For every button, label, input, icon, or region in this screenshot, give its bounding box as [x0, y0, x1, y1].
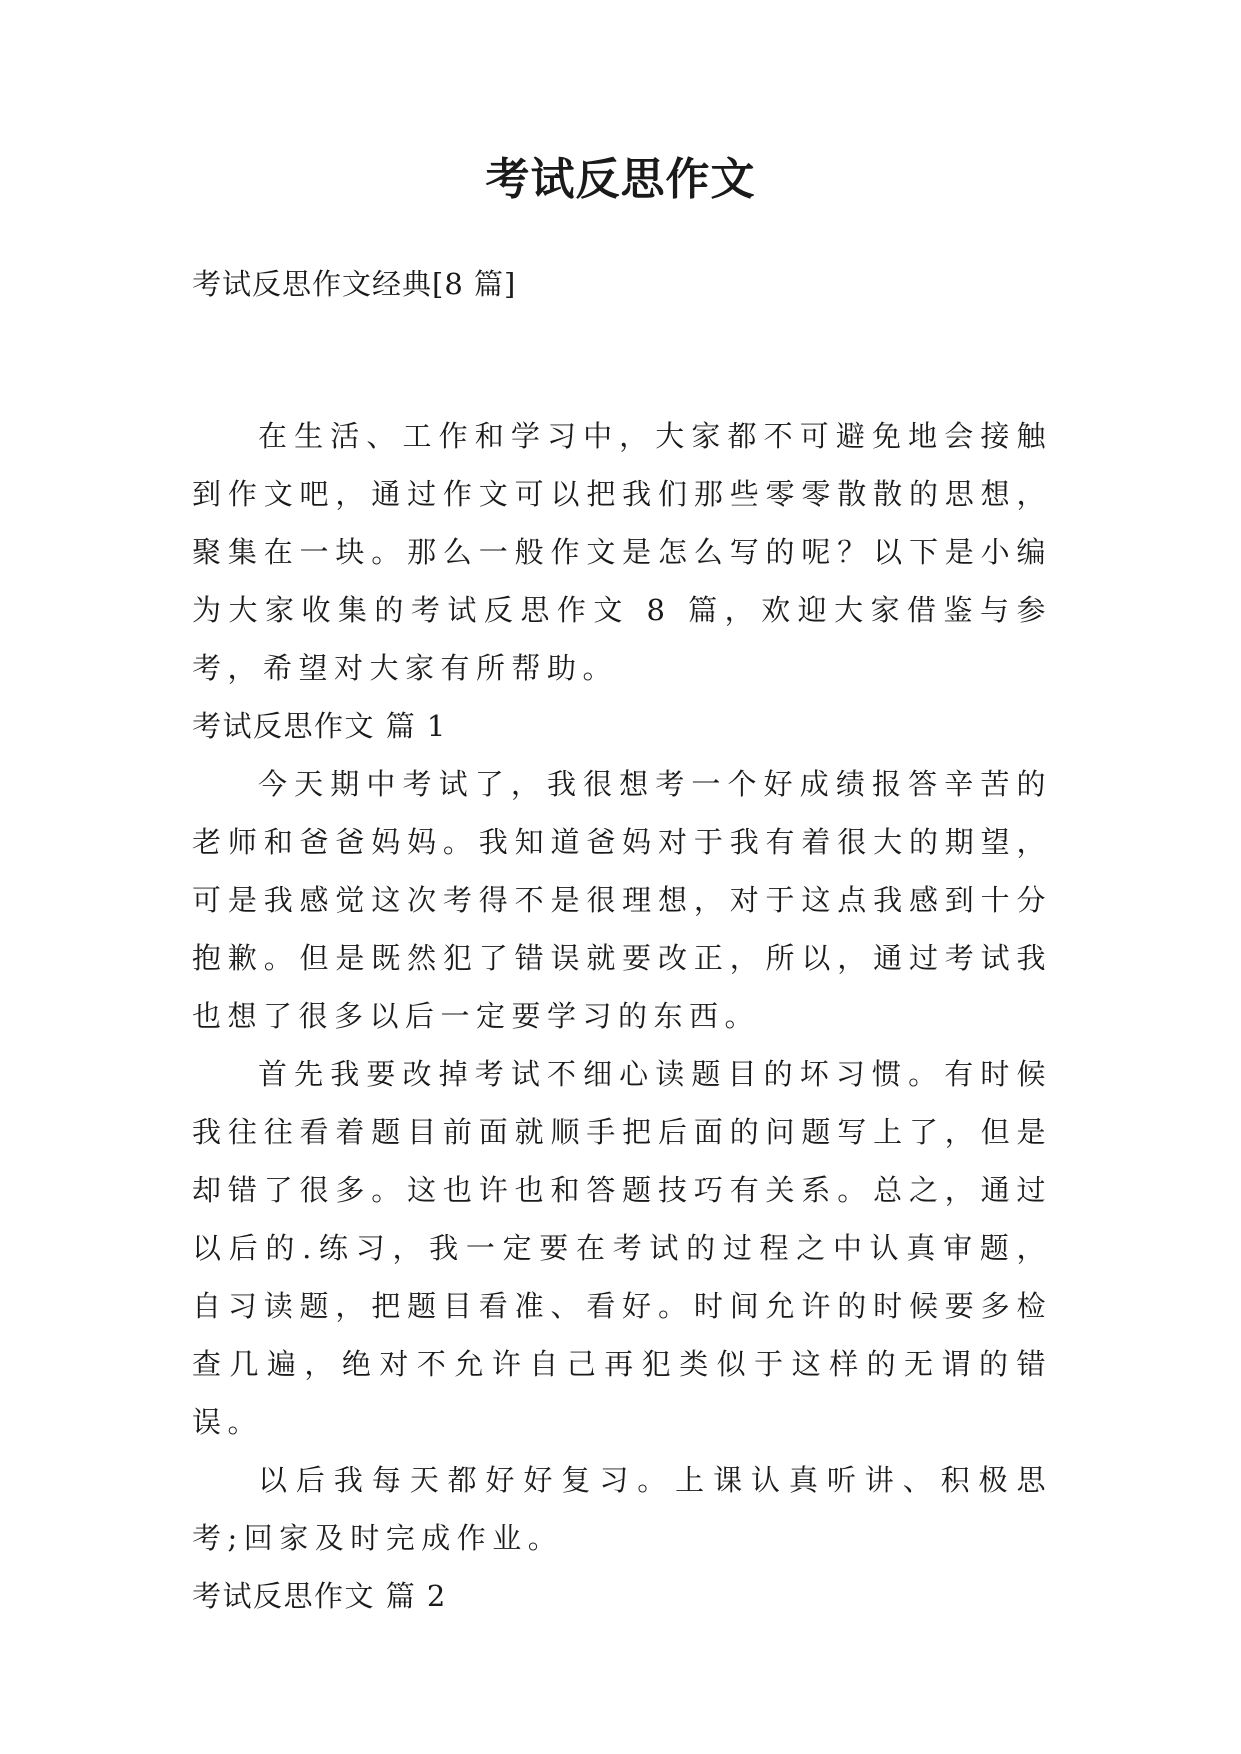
intro-paragraph: 在生活、工作和学习中，大家都不可避免地会接触到作文吧，通过作文可以把我们那些零零散散的思想，聚集在一块。那么一般作文是怎么写的呢？以下是小编为大家收集的考试反思作文 8 篇，欢迎大家借鉴与参考，希望对大家有所帮助。 — [192, 419, 1052, 685]
document-body — [192, 407, 1052, 1625]
document-title: 考试反思作文 — [485, 154, 756, 205]
section-1-paragraph-1: 今天期中考试了，我很想考一个好成绩报答辛苦的老师和爸爸妈妈。我知道爸妈对于我有着很大的期望，可是我感觉这次考得不是很理想，对于这点我感到十分抱歉。但是既然犯了错误就要改正，所以，通过考试我也想了很多以后一定要学习的东西。 — [192, 767, 1052, 1033]
section-2-heading: 考试反思作文 篇 2 — [192, 1579, 447, 1613]
document-subtitle: 考试反思作文经典[8 篇] — [192, 267, 517, 301]
section-1-heading: 考试反思作文 篇 1 — [192, 709, 447, 743]
section-1-paragraph-3: 以后我每天都好好复习。上课认真听讲、积极思考;回家及时完成作业。 — [192, 1463, 1052, 1555]
section-1-paragraph-2: 首先我要改掉考试不细心读题目的坏习惯。有时候我往往看着题目前面就顺手把后面的问题写上了，但是却错了很多。这也许也和答题技巧有关系。总之，通过以后的.练习，我一定要在考试的过程之中认真审题，自习读题，把题目看准、看好。时间允许的时候要多检查几遍，绝对不允许自己再犯类似于这样的无谓的错误。 — [192, 1057, 1052, 1439]
